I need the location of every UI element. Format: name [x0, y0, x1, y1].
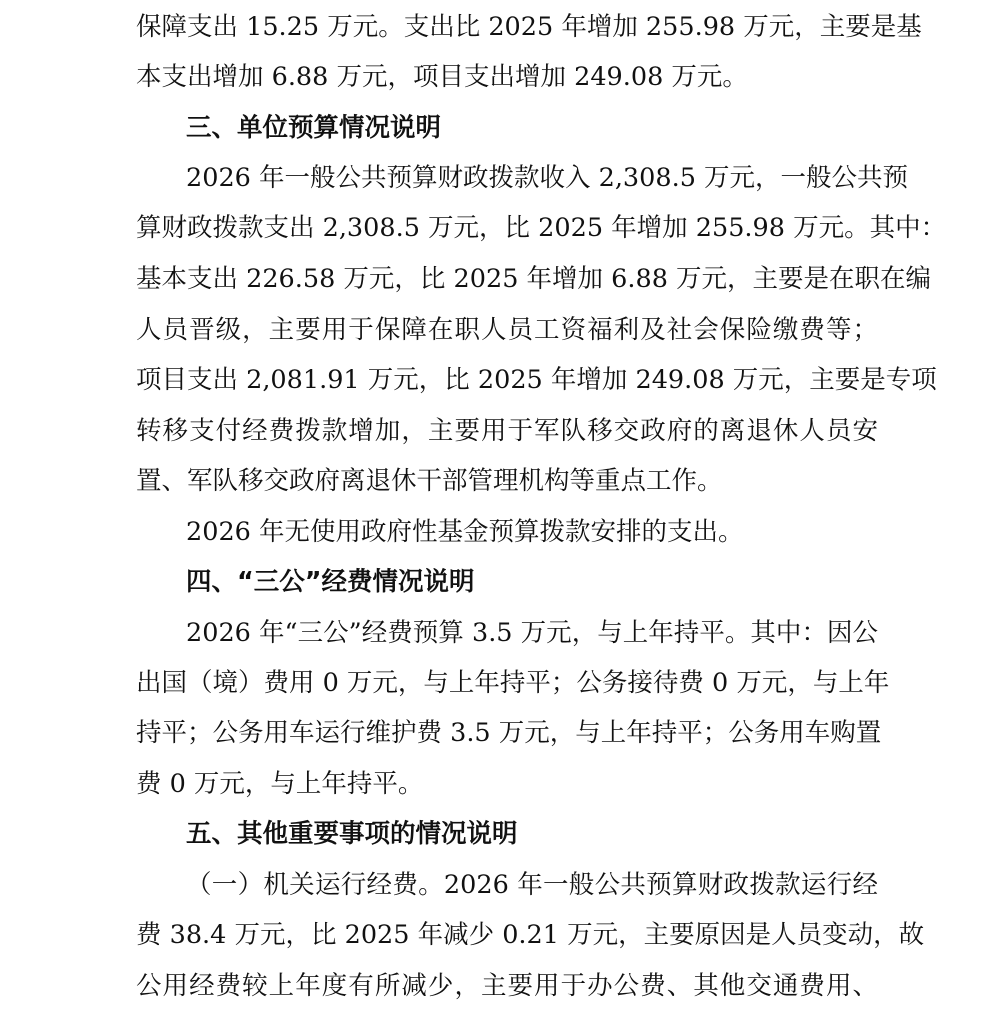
section-heading-4: 四、“三公”经费情况说明: [186, 567, 475, 597]
text-line: 本支出增加 6.88 万元，项目支出增加 249.08 万元。: [136, 62, 748, 92]
text-line: 出国（境）费用 0 万元，与上年持平；公务接待费 0 万元，与上年: [136, 668, 890, 698]
text-line: 人员晋级，主要用于保障在职人员工资福利及社会保险缴费等；: [136, 315, 878, 345]
text-line: 保障支出 15.25 万元。支出比 2025 年增加 255.98 万元，主要是基: [136, 12, 922, 42]
text-line: 项目支出 2,081.91 万元，比 2025 年增加 249.08 万元，主要是专项: [136, 365, 937, 395]
text-line: 公用经费较上年度有所减少，主要用于办公费、其他交通费用、: [136, 971, 878, 1001]
text-line: 费 0 万元，与上年持平。: [136, 769, 424, 799]
text-line: 基本支出 226.58 万元，比 2025 年增加 6.88 万元，主要是在职在编: [136, 264, 932, 294]
text-line: 转移支付经费拨款增加，主要用于军队移交政府的离退休人员安: [136, 416, 878, 446]
section-heading-5: 五、其他重要事项的情况说明: [186, 819, 518, 849]
section-heading-3: 三、单位预算情况说明: [186, 113, 442, 143]
text-line: 置、军队移交政府离退休干部管理机构等重点工作。: [136, 466, 723, 496]
text-line: 持平；公务用车运行维护费 3.5 万元，与上年持平；公务用车购置: [136, 718, 882, 748]
text-line: 算财政拨款支出 2,308.5 万元，比 2025 年增加 255.98 万元。其中：: [136, 213, 947, 243]
text-line: 2026 年“三公”经费预算 3.5 万元，与上年持平。其中：因公: [186, 618, 878, 648]
text-line: 2026 年一般公共预算财政拨款收入 2,308.5 万元，一般公共预: [186, 163, 909, 193]
text-line: 2026 年无使用政府性基金预算拨款安排的支出。: [186, 517, 744, 547]
text-line: 费 38.4 万元，比 2025 年减少 0.21 万元，主要原因是人员变动，故: [136, 920, 925, 950]
text-line: （一）机关运行经费。2026 年一般公共预算财政拨款运行经: [186, 870, 878, 900]
